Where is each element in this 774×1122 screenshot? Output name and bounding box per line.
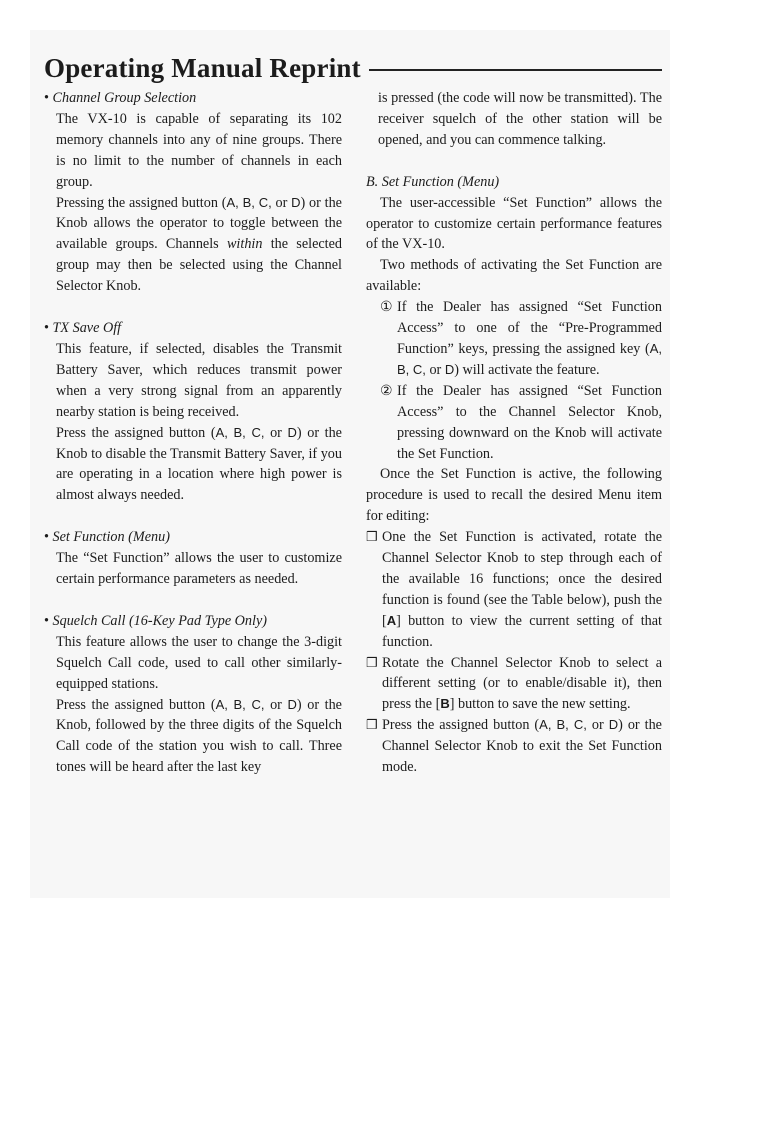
- left-column: [44, 88, 342, 778]
- key-label: D: [444, 361, 455, 377]
- key-label: A, B, C,: [539, 717, 587, 733]
- key-label: D: [287, 424, 297, 440]
- key-label: A, B, C,: [215, 696, 265, 712]
- text: or: [264, 424, 288, 441]
- header: [44, 48, 662, 88]
- text: ) or the Channel Selector Knob to exit the Set Function mode.: [382, 717, 662, 776]
- emphasis: within: [226, 236, 263, 253]
- bullet-icon: •: [44, 90, 49, 106]
- bullet-icon: •: [44, 612, 49, 629]
- circled-one-icon: ①: [380, 299, 393, 316]
- key-label: A, B, C,: [397, 340, 662, 377]
- text: or: [425, 361, 445, 378]
- section-heading: Set Function (Menu): [52, 529, 170, 546]
- text: If the Dealer has assigned “Set Function Access” to one of the “Pre-Programmed Function” keys, pressing the assigned key (: [397, 299, 662, 357]
- checkbox-icon: ❒: [366, 654, 378, 670]
- section-tx-save-off: [44, 318, 342, 506]
- section-heading: TX Save Off: [52, 320, 122, 337]
- paragraph: [44, 109, 342, 193]
- key-label: A: [386, 612, 397, 628]
- page-title: Operating Manual Reprint: [44, 52, 361, 83]
- method-item: [366, 381, 662, 465]
- section-channel-group: [44, 88, 342, 297]
- step-item: [366, 653, 662, 716]
- title-rule: [369, 69, 662, 71]
- paragraph: The “Set Function” allows the user to customize certain performance parameters as needed.: [56, 550, 342, 588]
- text: The VX-10 is capable of separating its 102 memory channels into any of nine groups. There is no limit to the number of channels in each group.: [56, 110, 342, 190]
- circled-two-icon: ②: [380, 382, 393, 399]
- text: If the Dealer has assigned “Set Function Access” to the Channel Selector Knob, pressing downward on the Knob will activate the Set Function.: [397, 382, 662, 462]
- text: ) or the Knob to disable the Transmit Battery Saver, if you are operating in a location where high power is almost always needed.: [56, 424, 342, 504]
- text: Rotate the Channel Selector Knob to select a different setting (or to enable/disable it), then press the [: [382, 654, 662, 713]
- method-item: [366, 297, 662, 381]
- text: Press the assigned button (: [382, 717, 540, 734]
- key-label: D: [608, 717, 619, 733]
- key-label: A, B, C,: [226, 194, 272, 210]
- paragraph: [44, 193, 342, 298]
- paragraph: This feature, if selected, disables the Transmit Battery Saver, which reduces transmit power when a very strong signal from an apparently nearby station is being received.: [56, 340, 342, 420]
- text: ) will activate the feature.: [454, 361, 600, 378]
- paragraph: Two methods of activating the Set Function are available:: [366, 257, 662, 295]
- text: Press the assigned button (: [56, 696, 216, 713]
- section-set-function: [44, 527, 342, 590]
- text: or: [271, 194, 292, 211]
- checkbox-icon: ❒: [366, 717, 378, 733]
- key-label: B: [440, 696, 450, 712]
- text: ] button to save the new setting.: [449, 696, 631, 713]
- key-label: D: [291, 194, 301, 210]
- paragraph: [44, 695, 342, 779]
- section-squelch-call: [44, 611, 342, 778]
- bullet-icon: •: [44, 320, 49, 337]
- text: or: [586, 717, 609, 734]
- paragraph: [44, 423, 342, 507]
- text: or: [264, 696, 288, 713]
- text: Pressing the assigned button (: [56, 194, 227, 211]
- paragraph: is pressed (the code will now be transmitted). The receiver squelch of the other station will be opened, and you can commence talking.: [378, 90, 662, 148]
- section-heading: Channel Group Selection: [52, 90, 197, 106]
- text: One the Set Function is activated, rotate the Channel Selector Knob to step through each of the available 16 functions; once the desired function is found (see the Table below), push the [: [382, 529, 662, 629]
- right-column: [366, 88, 662, 778]
- step-item: [366, 715, 662, 778]
- text: Press the assigned button (: [56, 424, 216, 441]
- paragraph: This feature allows the user to change the 3-digit Squelch Call code, used to call other similarly-equipped stations.: [56, 633, 342, 692]
- key-label: A, B, C,: [215, 424, 265, 440]
- text: ) or the Knob, followed by the three digits of the Squelch Call code of the station you wish to call. Three tones will be heard after the last key: [56, 696, 342, 776]
- text: ] button to view the current setting of that function.: [382, 612, 662, 650]
- section-heading: B. Set Function (Menu): [366, 173, 500, 190]
- text: the selected group may then be selected using the Channel Selector Knob.: [56, 236, 342, 295]
- paragraph: Once the Set Function is active, the following procedure is used to recall the desired Menu item for editing:: [366, 466, 662, 525]
- text: ) or the Knob allows the operator to toggle between the available groups. Channels: [56, 194, 342, 253]
- paragraph: The user-accessible “Set Function” allows the operator to customize certain performance features of the VX-10.: [366, 194, 662, 253]
- checkbox-icon: ❒: [366, 529, 378, 545]
- key-label: D: [287, 696, 297, 712]
- section-heading: Squelch Call (16-Key Pad Type Only): [52, 612, 267, 629]
- bullet-icon: •: [44, 529, 49, 546]
- step-item: [366, 527, 662, 652]
